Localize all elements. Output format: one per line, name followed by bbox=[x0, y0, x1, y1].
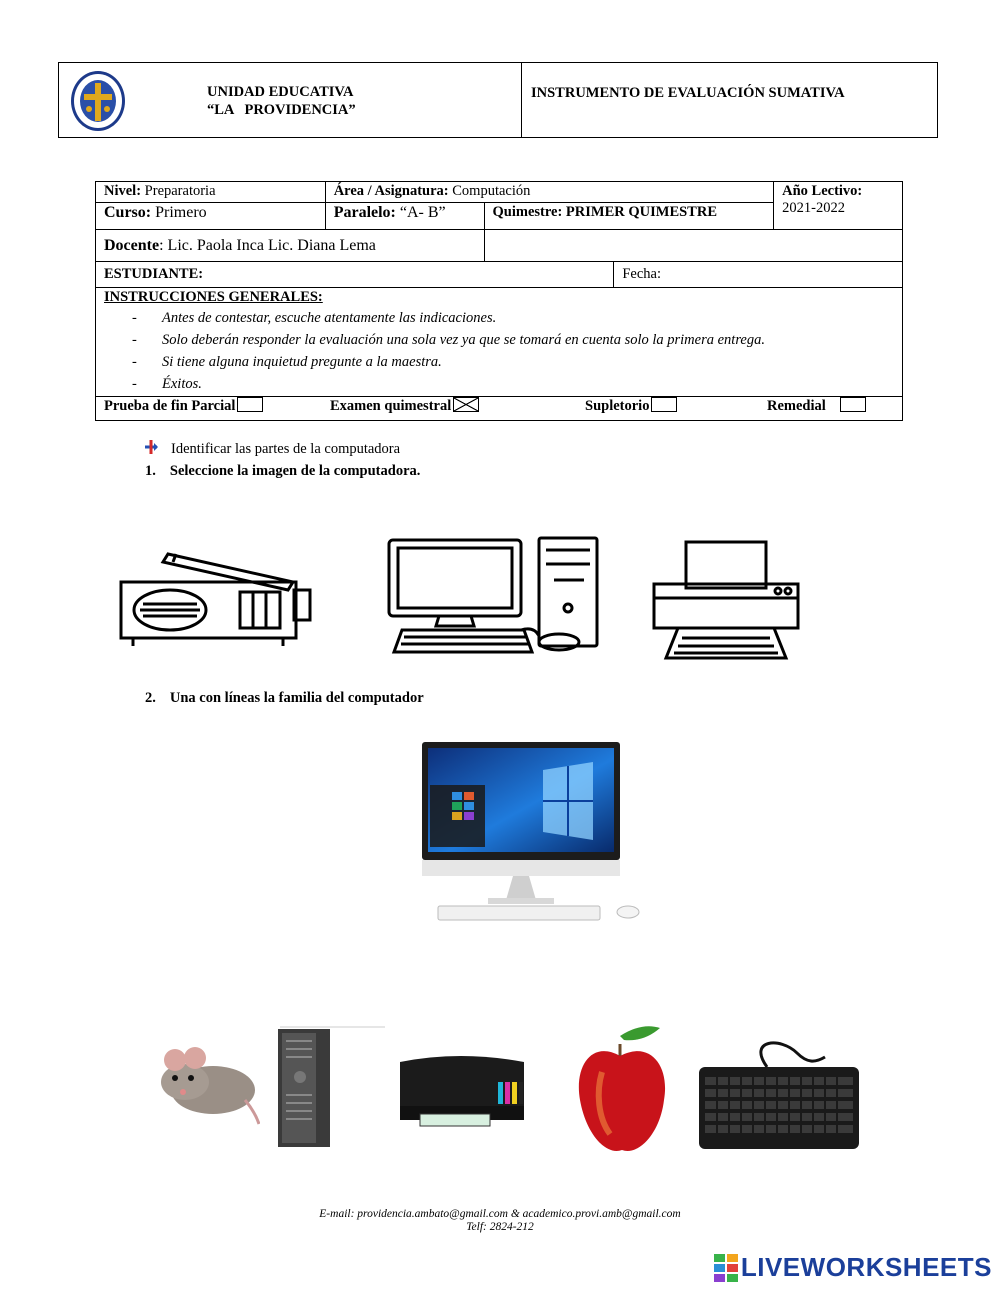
estudiante-cell: ESTUDIANTE: bbox=[96, 262, 614, 288]
school-crest-logo bbox=[69, 69, 127, 133]
all-in-one-computer-image bbox=[418, 740, 648, 925]
arrow-bullet-icon bbox=[145, 440, 159, 454]
instructions-cell bbox=[96, 288, 903, 397]
computer-image[interactable] bbox=[384, 534, 604, 659]
liveworksheets-watermark: LIVEWORKSHEETS bbox=[714, 1252, 992, 1283]
tower-image bbox=[260, 1025, 385, 1150]
paralelo-cell: Paralelo: “A- B” bbox=[325, 203, 484, 230]
checkbox-supletorio[interactable] bbox=[651, 397, 677, 412]
instruction-item: - Si tiene alguna inquietud pregunte a la maestra. bbox=[104, 351, 894, 373]
instruction-item: - Antes de contestar, escuche atentamente las indicaciones. bbox=[104, 307, 894, 329]
option-parcial[interactable]: Prueba de fin Parcial bbox=[104, 397, 263, 415]
instruction-item: - Éxitos. bbox=[104, 373, 894, 395]
objective-line: Identificar las partes de la computadora bbox=[145, 440, 400, 458]
keyboard-image bbox=[697, 1033, 862, 1151]
instruction-item: - Solo deberán responder la evaluación una sola vez ya que se tomará en cuenta solo la primera entrega. bbox=[104, 329, 894, 351]
footer bbox=[0, 1208, 1000, 1234]
instructions-title: INSTRUCCIONES GENERALES: bbox=[104, 289, 323, 305]
school-name: UNIDAD EDUCATIVA “LA PROVIDENCIA” bbox=[207, 84, 356, 118]
instructions-list bbox=[104, 307, 894, 395]
nivel-cell: Nivel: Preparatoria bbox=[96, 182, 326, 203]
info-table bbox=[95, 181, 903, 421]
option-remedial[interactable]: Remedial bbox=[767, 397, 866, 415]
instrument-title: INSTRUMENTO DE EVALUACIÓN SUMATIVA bbox=[531, 85, 845, 101]
curso-cell: Curso: Primero bbox=[96, 203, 326, 230]
option-supletorio[interactable]: Supletorio bbox=[585, 397, 677, 415]
printer-image[interactable] bbox=[648, 538, 803, 663]
docente-blank-cell bbox=[484, 230, 902, 262]
anio-lectivo-cell: Año Lectivo: 2021-2022 bbox=[774, 182, 903, 230]
question-1: 1. Seleccione la imagen de la computadora. bbox=[145, 463, 421, 479]
exam-type-row bbox=[96, 397, 903, 421]
apple-image bbox=[572, 1022, 672, 1160]
rat-image bbox=[155, 1040, 260, 1125]
fecha-cell: Fecha: bbox=[614, 262, 903, 288]
checkbox-remedial[interactable] bbox=[840, 397, 866, 412]
area-cell: Área / Asignatura: Computación bbox=[325, 182, 773, 203]
checkbox-quimestral[interactable] bbox=[453, 397, 479, 412]
checkbox-parcial[interactable] bbox=[237, 397, 263, 412]
quimestre-cell: Quimestre: PRIMER QUIMESTRE bbox=[484, 203, 774, 230]
projector-image[interactable] bbox=[118, 548, 318, 663]
inkjet-printer-image bbox=[390, 1048, 535, 1133]
docente-cell: Docente: Lic. Paola Inca Lic. Diana Lema bbox=[96, 230, 485, 262]
footer-phone: Telf: 2824-212 bbox=[466, 1221, 534, 1233]
document-header bbox=[58, 62, 938, 138]
liveworksheets-logo-icon bbox=[714, 1254, 738, 1282]
option-quimestral[interactable]: Examen quimestral bbox=[330, 397, 479, 415]
question-2: 2. Una con líneas la familia del computador bbox=[145, 690, 424, 706]
footer-email: E-mail: providencia.ambato@gmail.com & academico.provi.amb@gmail.com bbox=[319, 1208, 681, 1220]
